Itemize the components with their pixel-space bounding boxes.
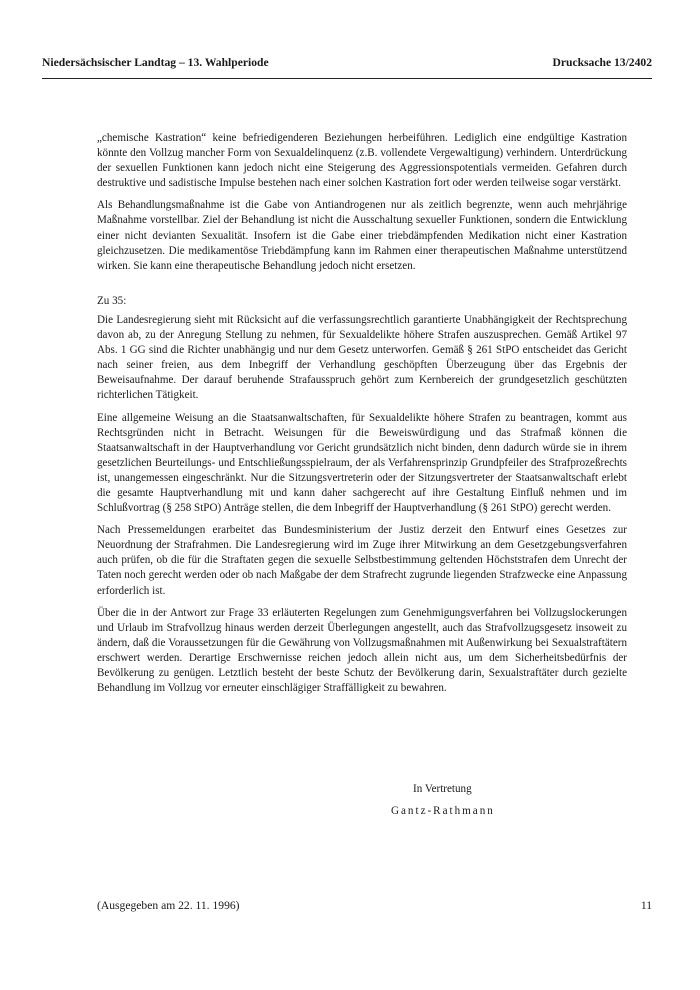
paragraph-kastration: „chemische Kastration“ keine befriedigenderen Beziehungen herbeiführen. Lediglich eine endgültige Kastration könnte den Vollzug mancher Form von Sexualdelinquenz (z.B. vollendete Vergewaltigung) verhindern. Unterdrückung der sexuellen Funktionen kann jedoch nicht eine Steigerung des Aggressionspotentials vermeiden. Gefahren durch destruktive und sadistische Impulse bestehen nach einer solchen Kastration fort oder werden teilweise sogar verstärkt.	[97, 132, 627, 190]
signature-name: Gantz-Rathmann	[391, 805, 495, 817]
document-number: Drucksache 13/2402	[552, 56, 652, 69]
section-label: Zu 35:	[97, 294, 127, 307]
paragraph-antiandrogene: Als Behandlungsmaßnahme ist die Gabe von Antiandrogenen nur als zeitlich begrenzte, wenn auch mehrjährige Maßnahme vorstellbar. Ziel der Behandlung ist nicht die Ausschaltung sexueller Funktionen, sondern die Entwicklung einer nicht devianten Sexualität. Insofern ist die Gabe einer triebdämpfenden Medikation nicht einer Kastration gleichzusetzen. Die medikamentöse Triebdämpfung kann im Rahmen einer therapeutischen Maßnahme unterstützend wirken. Sie kann eine therapeutische Behandlung jedoch nicht ersetzen.	[97, 199, 627, 272]
page-header	[42, 56, 652, 78]
page-number: 11	[640, 899, 652, 912]
paragraph-strafrahmen: Nach Pressemeldungen erarbeitet das Bundesministerium der Justiz derzeit den Entwurf eines Gesetzes zur Neuordnung der Strafrahmen. Die Landesregierung wird im Zuge ihrer Mitwirkung an dem Gesetzgebungsverfahren auch prüfen, ob die für die Straftaten gegen die sexuelle Selbstbestimmung geltenden Höchststrafen dem Unrecht der Taten noch gerecht werden oder ob nach Maßgabe der dem Strafrecht zugrunde liegenden Strafzwecke eine Anpassung erforderlich ist.	[97, 524, 627, 597]
issue-date: (Ausgegeben am 22. 11. 1996)	[97, 899, 240, 912]
header-rule	[42, 78, 652, 79]
header-title: Niedersächsischer Landtag – 13. Wahlperiode	[42, 56, 269, 69]
paragraph-vollzug: Über die in der Antwort zur Frage 33 erläuterten Regelungen zum Genehmigungsverfahren bei Vollzugslockerungen und Urlaub im Strafvollzug hinaus werden derzeit Überlegungen angestellt, auch das Strafvollzugsgesetz insoweit zu ändern, daß die Voraussetzungen für die Gewährung von Vollzugsmaßnahmen mit Außenwirkung bei Sexualstraftätern erschwert werden. Derartige Erschwernisse reichen jedoch allein nicht aus, um dem Sicherheitsbedürfnis der Bevölkerung zu genügen. Letztlich besteht der beste Schutz der Bevölkerung darin, Sexualstraftäter durch gezielte Behandlung im Vollzug vor erneuter einschlägiger Straffälligkeit zu bewahren.	[97, 606, 627, 695]
signature-in-vertretung: In Vertretung	[413, 783, 472, 795]
paragraph-unabhaengigkeit: Die Landesregierung sieht mit Rücksicht auf die verfassungsrechtlich garantierte Unabhängigkeit der Rechtsprechung davon ab, zu der Anregung Stellung zu nehmen, für Sexualdelikte höhere Strafen auszusprechen. Gemäß Artikel 97 Abs. 1 GG sind die Richter unabhängig und nur dem Gesetz unterworfen. Gemäß § 261 StPO entscheidet das Gericht nach seiner freien, aus dem Inbegriff der Verhandlung geschöpften Überzeugung über das Ergebnis der Beweisaufnahme. Der darauf beruhende Strafausspruch gehört zum Kernbereich der grundgesetzlich geschützten richterlichen Tätigkeit.	[97, 313, 627, 402]
document-body	[97, 131, 627, 703]
paragraph-weisung: Eine allgemeine Weisung an die Staatsanwaltschaften, für Sexualdelikte höhere Strafen zu beantragen, kommt aus Rechtsgründen nicht in Betracht. Weisungen für die Beweiswürdigung und das Strafmaß können die Staatsanwaltschaft in der Hauptverhandlung vor Gericht grundsätzlich nicht binden, denn dadurch würde sie in ihrem gesetzlichen Beurteilungs- und Entschließungsspielraum, der als Verfahrensprinzip Grundpfeiler des Strafprozeßrechts ist, unangemessen eingeschränkt. Nur die Sitzungsvertreterin oder der Sitzungsvertreter der Staatsanwaltschaft erlebt die gesamte Hauptverhandlung mit und kann daher sachgerecht auf ihre Gestaltung Einfluß nehmen und im Schlußvortrag (§ 258 StPO) Anträge stellen, die dem Inbegriff der Hauptverhandlung (§ 261 StPO) gerecht werden.	[97, 411, 627, 515]
